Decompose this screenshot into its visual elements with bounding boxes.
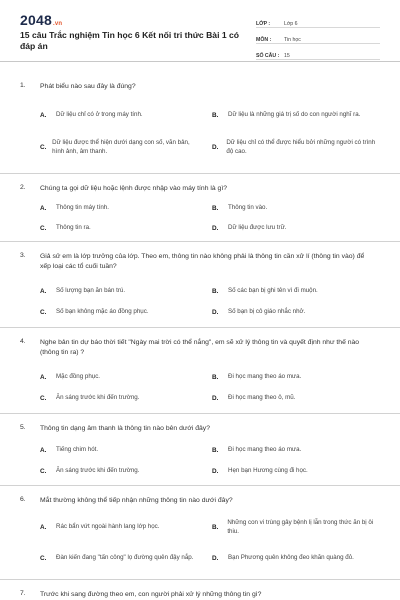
meta-value: 15 [284,53,290,59]
option-b[interactable] [212,285,380,297]
option-a[interactable] [40,371,200,383]
option-letter: C. [40,554,47,562]
meta-value: Tin học [284,37,301,43]
option-letter: A. [40,523,47,531]
question-number: 4. [20,338,26,345]
option-text: Đi học mang theo áo mưa. [228,373,302,381]
question-2 [0,174,400,242]
page-header [0,0,400,62]
option-letter: D. [212,224,219,232]
option-letter: D. [212,467,219,475]
question-text: Chúng ta gọi dữ liệu hoặc lệnh được nhập vào máy tính là gì? [40,185,227,192]
option-a[interactable] [40,285,200,297]
question-5 [0,414,400,486]
option-text: Đi học mang theo áo mưa. [228,446,302,454]
option-b[interactable] [212,371,380,383]
option-a[interactable] [40,202,200,214]
meta-box [256,12,380,60]
option-letter: D. [212,554,219,562]
option-letter: A. [40,446,47,454]
option-text: Dữ liệu được lưu trữ. [228,224,287,232]
option-text: Ăn sáng trước khi đến trường. [56,467,140,475]
option-text: Dữ liệu là những giá trị số do con người nghĩ ra. [228,111,361,119]
option-c[interactable] [40,392,200,404]
question-number: 6. [20,496,26,503]
option-text: Dữ liệu chỉ có ở trong máy tính. [56,111,143,119]
option-text: Dữ liệu chỉ có thể được hiểu bởi những người có trình độ cao. [226,138,376,155]
question-number: 7. [20,590,26,597]
option-text: Những con vi trùng gây bệnh lị lẫn trong thức ăn bị ôi thiu. [227,518,374,535]
option-text: Tiếng chim hót. [56,446,99,454]
option-b[interactable] [212,202,380,214]
option-letter: A. [40,287,47,295]
option-letter: B. [212,523,219,531]
meta-row-subject [256,28,380,44]
option-text: Rác bẩn vứt ngoài hành lang lớp học. [56,523,160,531]
option-letter: B. [212,204,219,212]
option-text: Thông tin máy tính. [56,204,109,212]
option-letter: B. [212,287,219,295]
meta-row-class [256,12,380,28]
question-number: 3. [20,252,26,259]
meta-row-count [256,44,380,60]
option-letter: D. [212,143,219,151]
option-text: Ăn sáng trước khi đến trường. [56,394,140,402]
option-text: Số bạn không mặc áo đồng phục. [56,308,149,316]
option-text: Dữ liệu được thể hiện dưới dạng con số, văn bản, hình ảnh, âm thanh. [52,138,190,155]
option-letter: C. [40,143,47,151]
question-number: 5. [20,424,26,431]
option-letter: A. [40,111,47,119]
option-d[interactable] [212,547,380,569]
question-text: Mắt thường không thể tiếp nhận những thông tin nào dưới đây? [40,497,233,504]
option-a[interactable] [40,444,200,456]
question-text: Phát biểu nào sau đây là đúng? [40,83,136,90]
option-text: Hẹn bạn Hương cùng đi học. [228,467,308,475]
document-title: 15 câu Trắc nghiệm Tin học 6 Kết nối tri thức Bài 1 có đáp án [20,30,240,51]
meta-label: SỐ CÂU : [256,53,280,59]
option-letter: C. [40,394,47,402]
option-letter: A. [40,373,47,381]
option-b[interactable] [212,444,380,456]
question-text: Trước khi sang đường theo em, con người phải xử lý những thông tin gì? [40,591,262,598]
option-c[interactable] [40,465,200,477]
option-c[interactable] [40,136,200,158]
question-3 [0,242,400,328]
question-text: Thông tin dạng âm thanh là thông tin nào bên dưới đây? [40,425,210,432]
question-4 [0,328,400,414]
question-7 [0,580,400,600]
option-text: Đàn kiến đang "tấn công" lọ đường quên đậy nắp. [56,554,194,562]
meta-value: Lớp 6 [284,21,298,27]
question-6 [0,486,400,580]
option-text: Đi học mang theo ô, mũ. [228,394,296,402]
logo-text: 2048 [20,12,52,28]
option-letter: C. [40,224,47,232]
question-text: Nghe bản tin dự báo thời tiết "Ngày mai trời có thể nắng", em sẽ xử lý thông tin và quyết định như thế nào (thông tin ra) ? [40,339,360,356]
option-letter: C. [40,308,47,316]
option-letter: B. [212,373,219,381]
option-d[interactable] [212,136,380,158]
option-text: Bạn Phương quên không đeo khăn quàng đỏ. [228,554,354,562]
meta-label: LỚP : [256,21,271,27]
option-text: Mặc đồng phục. [56,373,101,381]
site-logo[interactable] [20,12,62,28]
option-d[interactable] [212,392,380,404]
option-letter: C. [40,467,47,475]
option-text: Số lượng bạn ăn bán trú. [56,287,126,295]
question-number: 1. [20,82,26,89]
option-c[interactable] [40,222,200,234]
option-d[interactable] [212,222,380,234]
option-d[interactable] [212,465,380,477]
question-number: 2. [20,184,26,191]
option-letter: D. [212,394,219,402]
option-c[interactable] [40,547,200,569]
question-text: Giả sử em là lớp trưởng của lớp. Theo em, thông tin nào không phải là thông tin cần xử lí (thông tin vào) để xếp loại các tổ cuối tuần? [40,253,365,270]
option-a[interactable] [40,104,200,126]
option-text: Số bạn bị cô giáo nhắc nhở. [228,308,306,316]
option-text: Số các bạn bị ghi tên vì đi muộn. [228,287,318,295]
option-text: Thông tin ra. [56,224,91,232]
question-list [0,68,400,600]
option-text: Thông tin vào. [228,204,268,212]
question-1 [0,68,400,174]
option-d[interactable] [212,306,380,318]
option-letter: D. [212,308,219,316]
option-c[interactable] [40,306,200,318]
logo-suffix: .vn [52,21,63,27]
option-b[interactable] [212,516,380,538]
option-letter: A. [40,204,47,212]
option-b[interactable] [212,104,380,126]
option-letter: B. [212,446,219,454]
meta-label: MÔN : [256,37,272,43]
option-a[interactable] [40,516,200,538]
option-letter: B. [212,111,219,119]
